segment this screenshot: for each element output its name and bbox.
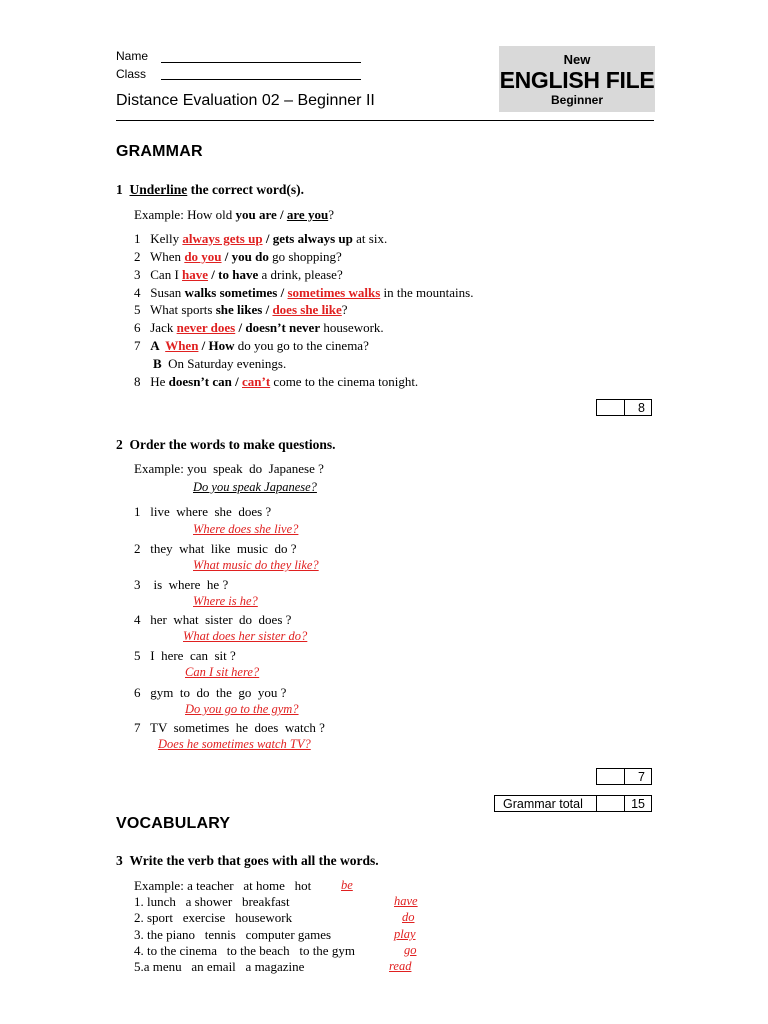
q1-item-number: 4 bbox=[134, 285, 141, 300]
q1-instruction-rest: the correct word(s). bbox=[187, 182, 304, 197]
q2-item-answer[interactable]: Where does she live? bbox=[193, 522, 299, 536]
q2-example-answer: Do you speak Japanese? bbox=[193, 480, 317, 494]
q1-speaker-a: A bbox=[150, 338, 166, 353]
class-label: Class bbox=[116, 67, 147, 81]
q3-instruction-text: Write the verb that goes with all the words. bbox=[129, 853, 379, 868]
q3-item-words: 2. sport exercise housework bbox=[134, 910, 293, 925]
q1-item-post: ? bbox=[341, 302, 348, 317]
q2-item-number: 7 bbox=[134, 720, 141, 735]
q2-item-prompt: I here can sit ? bbox=[150, 648, 236, 663]
q1-option-b[interactable]: doesn’t never bbox=[245, 320, 321, 335]
q1-item-post: come to the cinema tonight. bbox=[270, 374, 419, 389]
q1-score-max: 8 bbox=[624, 399, 652, 416]
q1-item bbox=[134, 231, 387, 247]
q2-item bbox=[134, 720, 325, 736]
q1-item-pre: Susan bbox=[150, 285, 185, 300]
q2-item-answer[interactable]: Do you go to the gym? bbox=[185, 702, 299, 716]
q1-option-a[interactable]: have bbox=[182, 267, 209, 282]
q3-item-answer[interactable]: have bbox=[394, 894, 418, 908]
q1-option-b[interactable]: can’t bbox=[242, 374, 271, 389]
q1-reply: On Saturday evenings. bbox=[161, 356, 287, 371]
q2-item bbox=[134, 504, 271, 520]
q1-item-number: 7 bbox=[134, 338, 141, 353]
q1-sep: / bbox=[198, 338, 209, 353]
grammar-total-field[interactable] bbox=[596, 795, 625, 812]
q1-item-number: 8 bbox=[134, 374, 141, 389]
q2-item-number: 6 bbox=[134, 685, 141, 700]
q3-item-words: 4. to the cinema to the beach to the gym bbox=[134, 943, 355, 958]
q1-item-post: a drink, please? bbox=[258, 267, 343, 282]
grammar-total-label: Grammar total bbox=[494, 795, 597, 812]
logo-line1: New bbox=[563, 52, 591, 67]
q1-example-sep: / bbox=[276, 207, 287, 222]
q2-item-number: 5 bbox=[134, 648, 141, 663]
q2-instruction bbox=[116, 437, 336, 453]
q2-item-number: 1 bbox=[134, 504, 141, 519]
q1-item-pre: He bbox=[150, 374, 169, 389]
q1-number: 1 bbox=[116, 182, 123, 197]
q1-sep: / bbox=[262, 231, 273, 246]
q1-item-number: 2 bbox=[134, 249, 141, 264]
q2-item-number: 3 bbox=[134, 577, 141, 592]
q1-item-number: 5 bbox=[134, 302, 141, 317]
q1-item bbox=[134, 374, 418, 390]
q3-item-answer[interactable]: go bbox=[404, 943, 417, 957]
page-title: Distance Evaluation 02 – Beginner II bbox=[116, 92, 375, 109]
q1-item bbox=[153, 356, 286, 372]
q3-item-answer[interactable]: play bbox=[394, 927, 416, 941]
header-divider bbox=[116, 120, 654, 121]
vocabulary-heading: VOCABULARY bbox=[116, 815, 231, 832]
q1-item bbox=[134, 249, 342, 265]
q3-item-answer[interactable]: do bbox=[402, 910, 415, 924]
q1-option-a[interactable]: doesn’t can bbox=[168, 374, 232, 389]
q2-item-prompt: her what sister do does ? bbox=[150, 612, 292, 627]
q2-item-prompt: TV sometimes he does watch ? bbox=[150, 720, 325, 735]
q1-option-b[interactable]: to have bbox=[218, 267, 259, 282]
q2-item-answer[interactable]: What does her sister do? bbox=[183, 629, 308, 643]
q1-item-pre: When bbox=[150, 249, 185, 264]
q2-item-prompt: is where he ? bbox=[150, 577, 229, 592]
q2-item-answer[interactable]: What music do they like? bbox=[193, 558, 319, 572]
q2-item bbox=[134, 541, 296, 557]
q1-option-a[interactable]: never does bbox=[176, 320, 236, 335]
q3-item-words: 1. lunch a shower breakfast bbox=[134, 894, 290, 909]
q1-sep: / bbox=[221, 249, 232, 264]
q1-example-suffix: ? bbox=[328, 207, 334, 222]
q1-option-a[interactable]: do you bbox=[184, 249, 222, 264]
grammar-total-max: 15 bbox=[624, 795, 652, 812]
q1-item-pre: Kelly bbox=[150, 231, 183, 246]
q3-item-words: 3. the piano tennis computer games bbox=[134, 927, 332, 942]
logo-line2: ENGLISH FILE bbox=[499, 67, 655, 93]
q1-sep: / bbox=[231, 374, 242, 389]
q2-item-answer[interactable]: Does he sometimes watch TV? bbox=[158, 737, 311, 751]
q1-example bbox=[134, 207, 334, 223]
q1-speaker-b: B bbox=[153, 356, 162, 371]
q1-option-a[interactable]: always gets up bbox=[182, 231, 263, 246]
q1-item-pre: Jack bbox=[150, 320, 177, 335]
name-label: Name bbox=[116, 49, 149, 63]
q1-item-post: do you go to the cinema? bbox=[234, 338, 369, 353]
q1-item bbox=[134, 302, 348, 318]
q1-item-number: 3 bbox=[134, 267, 141, 282]
q1-option-b[interactable]: you do bbox=[231, 249, 269, 264]
q1-item-number: 6 bbox=[134, 320, 141, 335]
q2-number: 2 bbox=[116, 437, 123, 452]
q1-item bbox=[134, 320, 384, 336]
q3-example-answer: be bbox=[341, 878, 353, 892]
q1-sep: / bbox=[208, 267, 219, 282]
q2-item bbox=[134, 612, 291, 628]
q2-item-number: 2 bbox=[134, 541, 141, 556]
q1-example-opt-a: you are bbox=[235, 207, 277, 222]
q3-example-words: Example: a teacher at home hot bbox=[134, 878, 312, 893]
q1-sep: / bbox=[235, 320, 246, 335]
q1-item-post: at six. bbox=[352, 231, 388, 246]
q1-item-pre: What sports bbox=[150, 302, 216, 317]
q1-sep: / bbox=[262, 302, 273, 317]
q1-item bbox=[134, 285, 473, 301]
q1-example-prefix: Example: How old bbox=[134, 207, 236, 222]
q2-item-prompt: live where she does ? bbox=[150, 504, 272, 519]
q2-item-answer[interactable]: Where is he? bbox=[193, 594, 258, 608]
q1-item-number: 1 bbox=[134, 231, 141, 246]
q2-item bbox=[134, 648, 236, 664]
q2-example-prompt: Example: you speak do Japanese ? bbox=[134, 461, 324, 476]
grammar-heading: GRAMMAR bbox=[116, 143, 203, 160]
q2-instruction-text: Order the words to make questions. bbox=[129, 437, 336, 452]
q1-example-opt-b: are you bbox=[286, 207, 329, 222]
name-field[interactable] bbox=[161, 62, 361, 63]
q2-score-field[interactable] bbox=[596, 768, 625, 785]
q1-item bbox=[134, 338, 369, 354]
q1-item-post: housework. bbox=[320, 320, 384, 335]
logo-line3: Beginner bbox=[550, 93, 603, 107]
q3-item-answer[interactable]: read bbox=[389, 959, 412, 973]
class-field[interactable] bbox=[161, 79, 361, 80]
q3-number: 3 bbox=[116, 853, 123, 868]
q3-instruction bbox=[116, 853, 379, 869]
q1-instruction bbox=[116, 182, 304, 198]
q1-option-a[interactable]: When bbox=[165, 338, 199, 353]
q3-item-words: 5.a menu an email a magazine bbox=[134, 959, 305, 974]
q1-option-a[interactable]: walks sometimes bbox=[184, 285, 278, 300]
q2-score-max: 7 bbox=[624, 768, 652, 785]
q1-item-post: go shopping? bbox=[268, 249, 342, 264]
q1-item bbox=[134, 267, 343, 283]
q2-item-number: 4 bbox=[134, 612, 141, 627]
q2-item bbox=[134, 685, 286, 701]
logo bbox=[499, 46, 655, 112]
q2-item-prompt: gym to do the go you ? bbox=[150, 685, 287, 700]
q1-option-b[interactable]: sometimes walks bbox=[287, 285, 381, 300]
q2-item-answer[interactable]: Can I sit here? bbox=[185, 665, 260, 679]
q1-score-field[interactable] bbox=[596, 399, 625, 416]
q1-option-b[interactable]: does she like bbox=[272, 302, 342, 317]
q1-option-b[interactable]: gets always up bbox=[272, 231, 353, 246]
q1-option-a[interactable]: she likes bbox=[215, 302, 263, 317]
q1-instruction-underline: Underline bbox=[129, 182, 188, 197]
q2-item bbox=[134, 577, 228, 593]
q1-sep: / bbox=[277, 285, 288, 300]
q1-item-pre: Can I bbox=[150, 267, 183, 282]
q1-item-post: in the mountains. bbox=[380, 285, 474, 300]
q1-option-b[interactable]: How bbox=[208, 338, 235, 353]
q2-item-prompt: they what like music do ? bbox=[150, 541, 297, 556]
